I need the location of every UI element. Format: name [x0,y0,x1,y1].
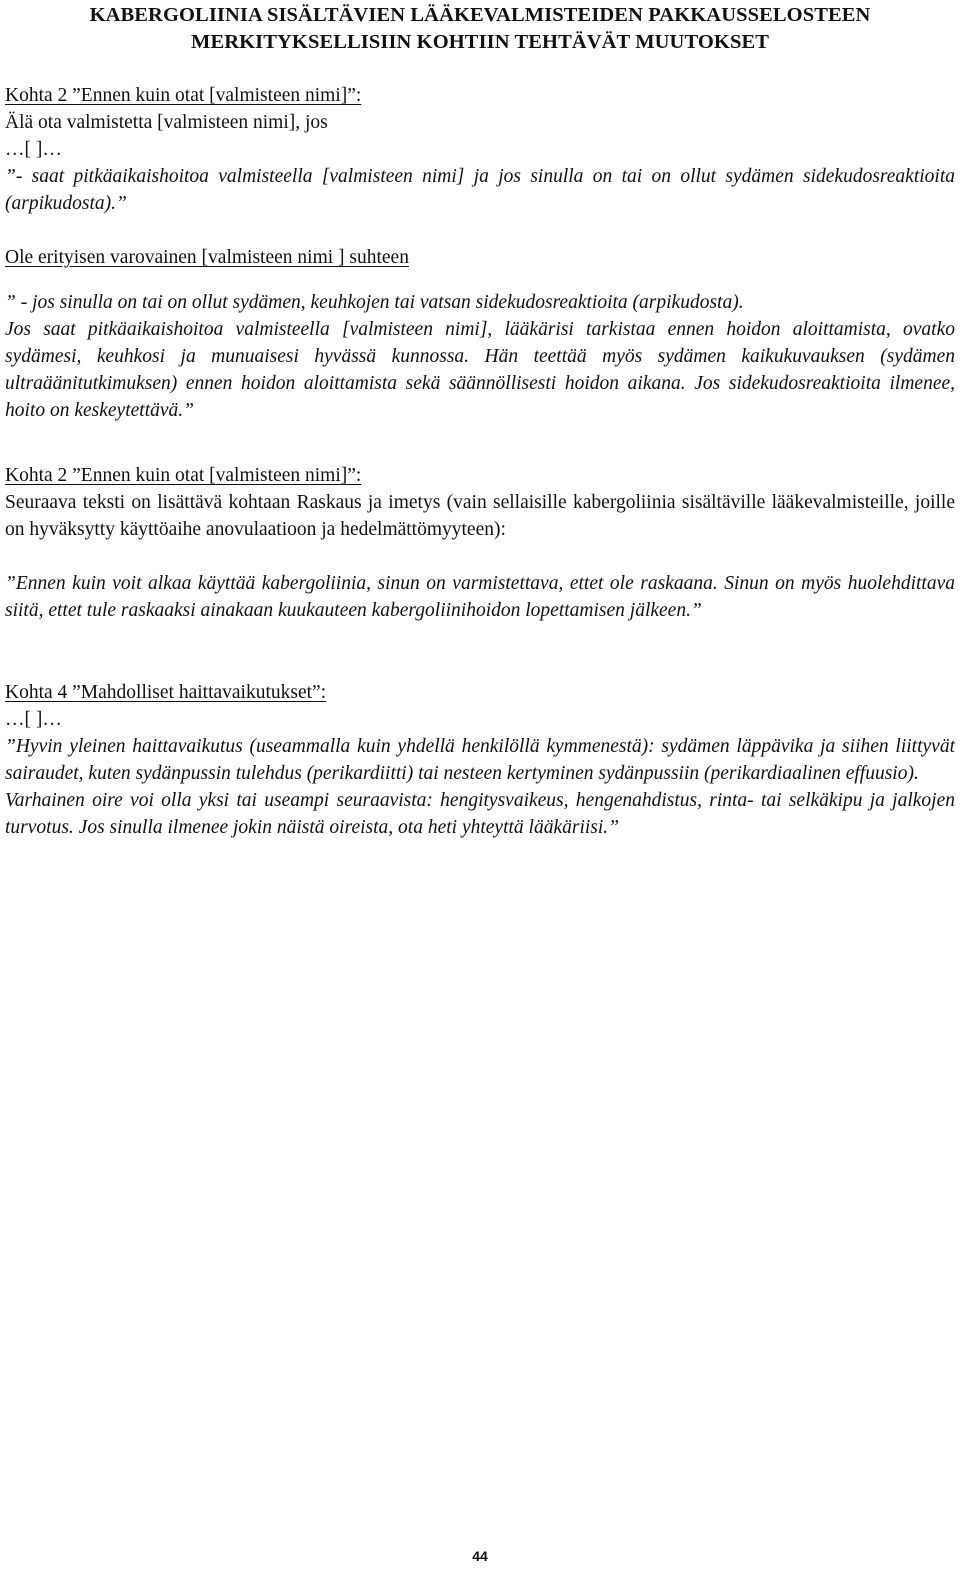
page-number: 44 [472,1548,488,1564]
section-2-bullet: ” - jos sinulla on tai on ollut sydämen, keuhkojen tai vatsan sidekudosreaktioita (arpikudosta). [5,292,744,313]
section-3-intro: Seuraava teksti on lisättävä kohtaan Raskaus ja imetys (vain sellaisille kabergoliinia sisältäville lääkevalmisteille, joille on hyväksytty käyttöaihe anovulaatioon ja hedelmättömyyteen): [5,492,955,540]
title-line-2: MERKITYKSELLISIIN KOHTIIN TEHTÄVÄT MUUTOKSET [191,31,769,53]
section-1-quote: ”- saat pitkäaikaishoitoa valmisteella [valmisteen nimi] ja jos sinulla on tai on ollut sydämen sidekudosreaktioita (arpikudosta).” [5,166,955,214]
section-4-ellipsis: …[ ]… [5,709,62,730]
section-3 [5,462,955,624]
section-4-heading: Kohta 4 ”Mahdolliset haittavaikutukset”: [5,682,327,703]
section-3-quote: ”Ennen kuin voit alkaa käyttää kabergoliinia, sinun on varmistettava, ettet ole raskaana. Sinun on myös huolehdittava siitä, ettet tule raskaaksi ainakaan kuukauteen kabergoliinihoidon lopettamisen jälkeen.” [5,573,955,621]
section-2-paragraph: Jos saat pitkäaikaishoitoa valmisteella [valmisteen nimi], lääkärisi tarkistaa ennen hoidon aloittamista, ovatko sydämesi, keuhkosi ja munuaisesi hyvässä kunnossa. Hän teettää myös sydämen kaikukuvauksen (sydämen ultraäänitutkimuksen) ennen hoidon aloittamista sekä säännöllisesti hoidon aikana. Jos sidekudosreaktioita ilmenee, hoito on keskeytettävä.” [5,319,955,421]
section-1-heading: Kohta 2 ”Ennen kuin otat [valmisteen nimi]”: [5,85,362,106]
section-2 [5,244,955,424]
document-title [0,2,960,56]
section-1 [5,82,955,217]
section-3-heading: Kohta 2 ”Ennen kuin otat [valmisteen nimi]”: [5,465,362,486]
section-2-heading: Ole erityisen varovainen [valmisteen nimi ] suhteen [5,247,409,268]
section-4-paragraph-2: Varhainen oire voi olla yksi tai useampi seuraavista: hengitysvaikeus, hengenahdistus, rinta- tai selkäkipu ja jalkojen turvotus. Jos sinulla ilmenee jokin näistä oireista, ota heti yhteyttä lääkäriisi.” [5,790,955,838]
section-1-ellipsis: …[ ]… [5,139,62,160]
title-line-1: KABERGOLIINIA SISÄLTÄVIEN LÄÄKEVALMISTEIDEN PAKKAUSSELOSTEEN [89,4,871,26]
section-1-line: Älä ota valmistetta [valmisteen nimi], jos [5,112,328,133]
section-4-paragraph-1: ”Hyvin yleinen haittavaikutus (useammalla kuin yhdellä henkilöllä kymmenestä): sydämen läppävika ja siihen liittyvät sairaudet, kuten sydänpussin tulehdus (perikardiitti) tai nesteen kertyminen sydänpussiin (perikardiaalinen effuusio). [5,736,955,784]
section-4 [5,679,955,841]
